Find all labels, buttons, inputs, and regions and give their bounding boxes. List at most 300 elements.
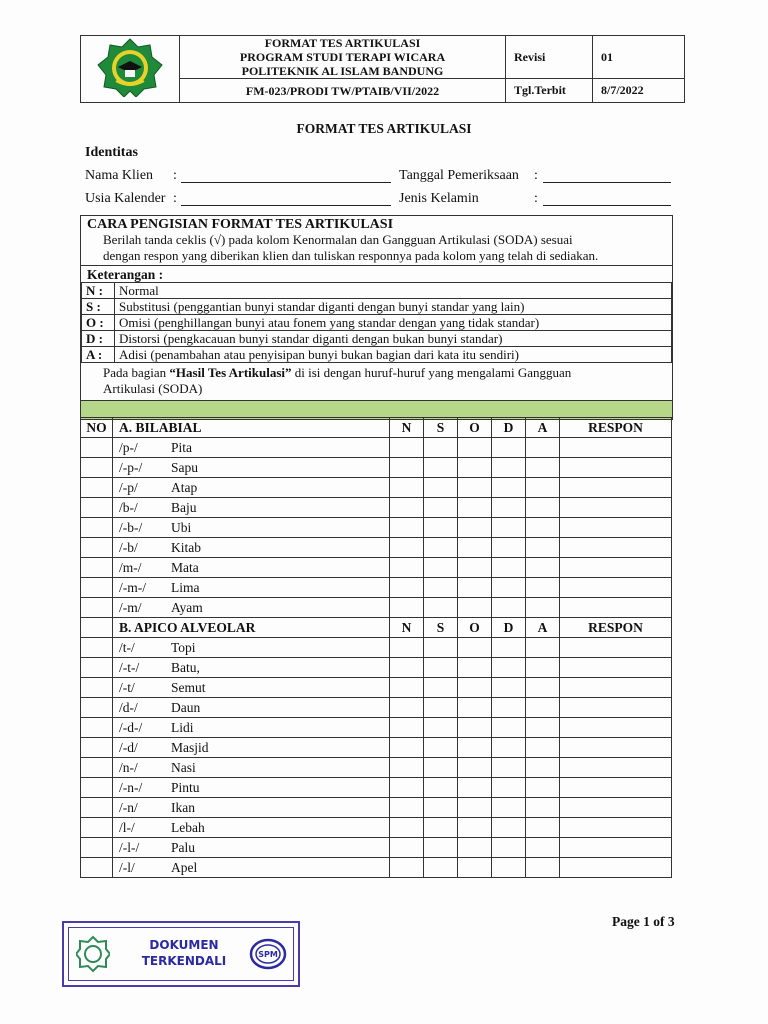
table-row <box>81 638 672 658</box>
respon-cell[interactable] <box>560 858 672 878</box>
row-number-cell <box>81 438 113 458</box>
check-cell-o[interactable] <box>458 638 492 658</box>
respon-cell[interactable] <box>560 518 672 538</box>
check-cell-o[interactable] <box>458 818 492 838</box>
phoneme: /-m/ <box>119 600 142 615</box>
phoneme-word-cell <box>113 798 390 818</box>
check-cell-o[interactable] <box>458 558 492 578</box>
respon-cell[interactable] <box>560 838 672 858</box>
section-title: A. BILABIAL <box>113 418 390 438</box>
check-cell-n[interactable] <box>390 818 424 838</box>
row-number-cell <box>81 578 113 598</box>
target-word: Ubi <box>171 520 192 535</box>
phoneme-word-cell <box>113 518 390 538</box>
target-word: Apel <box>171 860 198 875</box>
check-cell-n[interactable] <box>390 458 424 478</box>
table-row <box>81 798 672 818</box>
page-total: 3 <box>667 914 675 929</box>
target-word: Pintu <box>171 780 200 795</box>
table-row <box>81 518 672 538</box>
check-cell-o[interactable] <box>458 518 492 538</box>
check-cell-d[interactable] <box>492 538 526 558</box>
keterangan-row <box>82 331 672 347</box>
check-cell-d[interactable] <box>492 638 526 658</box>
spm-seal-icon <box>248 937 288 971</box>
phoneme: /-b/ <box>119 540 138 555</box>
phoneme: /-m-/ <box>119 580 146 595</box>
no-column-header-empty <box>81 618 113 638</box>
check-cell-s[interactable] <box>424 598 458 618</box>
respon-cell[interactable] <box>560 658 672 678</box>
check-cell-a[interactable] <box>526 778 560 798</box>
phoneme-word-cell <box>113 838 390 858</box>
keterangan-row <box>82 299 672 315</box>
check-cell-o[interactable] <box>458 678 492 698</box>
phoneme: /-l/ <box>119 860 135 875</box>
header-line-3: POLITEKNIK AL ISLAM BANDUNG <box>241 64 444 78</box>
revisi-label: Revisi <box>506 36 593 79</box>
table-row <box>81 438 672 458</box>
instructions-box <box>80 215 673 420</box>
target-word: Palu <box>171 840 196 855</box>
check-cell-n[interactable] <box>390 538 424 558</box>
table-row <box>81 598 672 618</box>
table-row <box>81 698 672 718</box>
phoneme-word-cell <box>113 438 390 458</box>
check-cell-a[interactable] <box>526 598 560 618</box>
target-word: Topi <box>171 640 196 655</box>
column-header-s: S <box>424 418 458 438</box>
nama-klien-field[interactable] <box>181 168 391 183</box>
page-pre: Page <box>612 914 644 929</box>
check-cell-a[interactable] <box>526 718 560 738</box>
check-cell-s[interactable] <box>424 678 458 698</box>
row-number-cell <box>81 718 113 738</box>
check-cell-n[interactable] <box>390 858 424 878</box>
check-cell-d[interactable] <box>492 578 526 598</box>
check-cell-n[interactable] <box>390 638 424 658</box>
document-code: FM-023/PRODI TW/PTAIB/VII/2022 <box>180 79 506 103</box>
table-row <box>81 718 672 738</box>
check-cell-d[interactable] <box>492 678 526 698</box>
usia-colon: : <box>173 191 177 206</box>
check-cell-n[interactable] <box>390 658 424 678</box>
check-cell-s[interactable] <box>424 818 458 838</box>
hasil-note-line-2: Artikulasi (SODA) <box>103 381 203 396</box>
column-header-n: N <box>390 418 424 438</box>
check-cell-n[interactable] <box>390 438 424 458</box>
respon-cell[interactable] <box>560 538 672 558</box>
check-cell-n[interactable] <box>390 718 424 738</box>
check-cell-a[interactable] <box>526 518 560 538</box>
instructions-line-1: Berilah tanda ceklis (√) pada kolom Kenormalan dan Gangguan Artikulasi (SODA) sesuai <box>103 232 573 247</box>
key-d-desc: Distorsi (pengkacauan bunyi standar diganti dengan bukan bunyi standar) <box>115 331 672 347</box>
seal-text: SPM <box>258 950 278 959</box>
check-cell-a[interactable] <box>526 498 560 518</box>
check-cell-s[interactable] <box>424 838 458 858</box>
check-cell-d[interactable] <box>492 778 526 798</box>
check-cell-n[interactable] <box>390 578 424 598</box>
phoneme: /-t-/ <box>119 660 140 675</box>
phoneme-word-cell <box>113 698 390 718</box>
target-word: Nasi <box>171 760 196 775</box>
usia-label: Usia Kalender <box>85 191 166 206</box>
column-header-a: A <box>526 618 560 638</box>
stamp-text <box>136 937 232 969</box>
check-cell-d[interactable] <box>492 478 526 498</box>
phoneme: /m-/ <box>119 560 142 575</box>
hasil-note <box>81 363 672 381</box>
respon-column-header: RESPON <box>560 618 672 638</box>
respon-cell[interactable] <box>560 438 672 458</box>
check-cell-o[interactable] <box>458 658 492 678</box>
check-cell-s[interactable] <box>424 458 458 478</box>
row-number-cell <box>81 698 113 718</box>
phoneme: /-l-/ <box>119 840 140 855</box>
keterangan-heading: Keterangan : <box>81 265 672 282</box>
check-cell-o[interactable] <box>458 758 492 778</box>
check-cell-a[interactable] <box>526 458 560 478</box>
check-cell-o[interactable] <box>458 798 492 818</box>
page-title: FORMAT TES ARTIKULASI <box>296 121 472 136</box>
jenis-kelamin-field[interactable] <box>543 191 671 206</box>
key-n: N : <box>82 283 115 299</box>
check-cell-s[interactable] <box>424 438 458 458</box>
check-cell-s[interactable] <box>424 498 458 518</box>
page-indicator <box>612 914 675 930</box>
check-cell-d[interactable] <box>492 758 526 778</box>
respon-cell[interactable] <box>560 738 672 758</box>
row-number-cell <box>81 658 113 678</box>
check-cell-s[interactable] <box>424 558 458 578</box>
table-row <box>81 478 672 498</box>
check-cell-o[interactable] <box>458 478 492 498</box>
phoneme: /-b-/ <box>119 520 143 535</box>
check-cell-s[interactable] <box>424 638 458 658</box>
page-mid: of <box>649 914 668 929</box>
check-cell-d[interactable] <box>492 498 526 518</box>
tanggal-label: Tanggal Pemeriksaan <box>399 168 519 183</box>
check-cell-n[interactable] <box>390 498 424 518</box>
check-cell-d[interactable] <box>492 658 526 678</box>
check-cell-a[interactable] <box>526 798 560 818</box>
table-row <box>81 778 672 798</box>
target-word: Atap <box>171 480 198 495</box>
phoneme: /-d-/ <box>119 720 143 735</box>
check-cell-n[interactable] <box>390 698 424 718</box>
check-cell-o[interactable] <box>458 598 492 618</box>
phoneme-word-cell <box>113 658 390 678</box>
check-cell-d[interactable] <box>492 598 526 618</box>
respon-cell[interactable] <box>560 458 672 478</box>
phoneme: /-n-/ <box>119 780 143 795</box>
row-number-cell <box>81 758 113 778</box>
check-cell-d[interactable] <box>492 858 526 878</box>
target-word: Daun <box>171 700 201 715</box>
phoneme: /n-/ <box>119 760 138 775</box>
phoneme-word-cell <box>113 478 390 498</box>
check-cell-s[interactable] <box>424 758 458 778</box>
row-number-cell <box>81 558 113 578</box>
stamp-line-2: TERKENDALI <box>141 954 227 968</box>
check-cell-a[interactable] <box>526 738 560 758</box>
row-number-cell <box>81 598 113 618</box>
header-title-cell <box>180 36 506 79</box>
check-cell-n[interactable] <box>390 598 424 618</box>
check-cell-s[interactable] <box>424 798 458 818</box>
phoneme: /-t/ <box>119 680 135 695</box>
check-cell-o[interactable] <box>458 778 492 798</box>
row-number-cell <box>81 678 113 698</box>
keterangan-row <box>82 315 672 331</box>
usia-field[interactable] <box>181 191 391 206</box>
check-cell-a[interactable] <box>526 858 560 878</box>
phoneme: /p-/ <box>119 440 138 455</box>
target-word: Ayam <box>171 600 203 615</box>
target-word: Sapu <box>171 460 198 475</box>
table-row <box>81 738 672 758</box>
header-line-2: PROGRAM STUDI TERAPI WICARA <box>239 50 446 64</box>
keterangan-row <box>82 283 672 299</box>
check-cell-a[interactable] <box>526 538 560 558</box>
phoneme: /-p-/ <box>119 460 143 475</box>
row-number-cell <box>81 478 113 498</box>
check-cell-n[interactable] <box>390 758 424 778</box>
key-d: D : <box>82 331 115 347</box>
check-cell-d[interactable] <box>492 718 526 738</box>
respon-cell[interactable] <box>560 798 672 818</box>
check-cell-a[interactable] <box>526 438 560 458</box>
check-cell-n[interactable] <box>390 518 424 538</box>
check-cell-d[interactable] <box>492 838 526 858</box>
dokumen-terkendali-stamp <box>62 921 300 987</box>
phoneme: /l-/ <box>119 820 135 835</box>
hasil-note-pre: Pada bagian <box>103 365 170 380</box>
respon-cell[interactable] <box>560 478 672 498</box>
phoneme-word-cell <box>113 818 390 838</box>
respon-cell[interactable] <box>560 718 672 738</box>
check-cell-d[interactable] <box>492 458 526 478</box>
check-cell-s[interactable] <box>424 578 458 598</box>
check-cell-o[interactable] <box>458 538 492 558</box>
phoneme-word-cell <box>113 738 390 758</box>
check-cell-s[interactable] <box>424 478 458 498</box>
check-cell-o[interactable] <box>458 698 492 718</box>
target-word: Mata <box>171 560 199 575</box>
check-cell-o[interactable] <box>458 858 492 878</box>
respon-cell[interactable] <box>560 678 672 698</box>
check-cell-d[interactable] <box>492 438 526 458</box>
check-cell-a[interactable] <box>526 758 560 778</box>
phoneme: /d-/ <box>119 700 138 715</box>
check-cell-a[interactable] <box>526 658 560 678</box>
check-cell-a[interactable] <box>526 818 560 838</box>
stamp-logo-icon <box>76 935 110 973</box>
row-number-cell <box>81 738 113 758</box>
table-row <box>81 678 672 698</box>
row-number-cell <box>81 458 113 478</box>
key-a: A : <box>82 347 115 363</box>
check-cell-o[interactable] <box>458 578 492 598</box>
row-number-cell <box>81 498 113 518</box>
target-word: Lidi <box>171 720 194 735</box>
row-number-cell <box>81 838 113 858</box>
respon-cell[interactable] <box>560 698 672 718</box>
phoneme-word-cell <box>113 778 390 798</box>
check-cell-n[interactable] <box>390 558 424 578</box>
table-row <box>81 838 672 858</box>
check-cell-o[interactable] <box>458 738 492 758</box>
check-cell-a[interactable] <box>526 638 560 658</box>
check-cell-a[interactable] <box>526 838 560 858</box>
respon-cell[interactable] <box>560 778 672 798</box>
check-cell-s[interactable] <box>424 738 458 758</box>
key-s-desc: Substitusi (penggantian bunyi standar diganti dengan bunyi standar yang lain) <box>115 299 672 315</box>
target-word: Batu, <box>171 660 200 675</box>
check-cell-o[interactable] <box>458 718 492 738</box>
target-word: Lebah <box>171 820 205 835</box>
phoneme-word-cell <box>113 538 390 558</box>
check-cell-n[interactable] <box>390 778 424 798</box>
check-cell-s[interactable] <box>424 658 458 678</box>
column-header-d: D <box>492 418 526 438</box>
target-word: Masjid <box>171 740 209 755</box>
table-row <box>81 538 672 558</box>
table-row <box>81 498 672 518</box>
respon-column-header: RESPON <box>560 418 672 438</box>
target-word: Ikan <box>171 800 195 815</box>
check-cell-a[interactable] <box>526 478 560 498</box>
terbit-label: Tgl.Terbit <box>506 79 593 103</box>
terbit-value: 8/7/2022 <box>593 79 685 103</box>
check-cell-o[interactable] <box>458 838 492 858</box>
articulation-table <box>80 417 672 878</box>
key-a-desc: Adisi (penambahan atau penyisipan bunyi bukan bagian dari kata itu sendiri) <box>115 347 672 363</box>
check-cell-n[interactable] <box>390 478 424 498</box>
page-number: 1 <box>643 914 650 929</box>
identitas-heading: Identitas <box>85 145 138 160</box>
section-header-row <box>81 618 672 638</box>
check-cell-s[interactable] <box>424 538 458 558</box>
check-cell-s[interactable] <box>424 698 458 718</box>
keterangan-row <box>82 347 672 363</box>
phoneme-word-cell <box>113 458 390 478</box>
check-cell-a[interactable] <box>526 678 560 698</box>
table-row <box>81 458 672 478</box>
phoneme: /-d/ <box>119 740 138 755</box>
column-header-o: O <box>458 618 492 638</box>
row-number-cell <box>81 858 113 878</box>
key-o: O : <box>82 315 115 331</box>
key-s: S : <box>82 299 115 315</box>
phoneme: /-p/ <box>119 480 138 495</box>
instructions-heading: CARA PENGISIAN FORMAT TES ARTIKULASI <box>87 217 394 232</box>
check-cell-a[interactable] <box>526 558 560 578</box>
check-cell-s[interactable] <box>424 518 458 538</box>
phoneme: /t-/ <box>119 640 135 655</box>
check-cell-n[interactable] <box>390 838 424 858</box>
check-cell-d[interactable] <box>492 698 526 718</box>
nama-colon: : <box>173 168 177 183</box>
check-cell-d[interactable] <box>492 518 526 538</box>
respon-cell[interactable] <box>560 758 672 778</box>
nama-klien-label: Nama Klien <box>85 168 154 183</box>
hasil-note-post: di isi dengan huruf-huruf yang mengalami Gangguan <box>291 365 572 380</box>
check-cell-s[interactable] <box>424 858 458 878</box>
row-number-cell <box>81 798 113 818</box>
header-line-1: FORMAT TES ARTIKULASI <box>264 36 421 50</box>
phoneme-word-cell <box>113 498 390 518</box>
target-word: Pita <box>171 440 193 455</box>
table-row <box>81 818 672 838</box>
section-title: B. APICO ALVEOLAR <box>113 618 390 638</box>
row-number-cell <box>81 518 113 538</box>
check-cell-o[interactable] <box>458 438 492 458</box>
respon-cell[interactable] <box>560 598 672 618</box>
check-cell-s[interactable] <box>424 718 458 738</box>
phoneme: /-n/ <box>119 800 138 815</box>
check-cell-s[interactable] <box>424 778 458 798</box>
institution-logo <box>96 37 164 97</box>
check-cell-a[interactable] <box>526 698 560 718</box>
keterangan-table <box>81 282 672 363</box>
check-cell-d[interactable] <box>492 818 526 838</box>
phoneme: /b-/ <box>119 500 138 515</box>
jenis-kelamin-label: Jenis Kelamin <box>399 191 479 206</box>
phoneme-word-cell <box>113 558 390 578</box>
respon-cell[interactable] <box>560 818 672 838</box>
check-cell-n[interactable] <box>390 798 424 818</box>
check-cell-o[interactable] <box>458 458 492 478</box>
column-header-d: D <box>492 618 526 638</box>
target-word: Semut <box>171 680 206 695</box>
revisi-value: 01 <box>593 36 685 79</box>
check-cell-n[interactable] <box>390 678 424 698</box>
target-word: Lima <box>171 580 200 595</box>
check-cell-a[interactable] <box>526 578 560 598</box>
check-cell-d[interactable] <box>492 738 526 758</box>
table-row <box>81 658 672 678</box>
phoneme-word-cell <box>113 858 390 878</box>
respon-cell[interactable] <box>560 558 672 578</box>
stamp-line-1: DOKUMEN <box>149 938 219 952</box>
check-cell-d[interactable] <box>492 798 526 818</box>
phoneme-word-cell <box>113 678 390 698</box>
check-cell-n[interactable] <box>390 738 424 758</box>
row-number-cell <box>81 538 113 558</box>
phoneme-word-cell <box>113 758 390 778</box>
check-cell-d[interactable] <box>492 558 526 578</box>
document-header <box>80 35 685 103</box>
check-cell-o[interactable] <box>458 498 492 518</box>
phoneme-word-cell <box>113 578 390 598</box>
key-n-desc: Normal <box>115 283 672 299</box>
jenis-colon: : <box>534 191 538 206</box>
target-word: Baju <box>171 500 197 515</box>
column-header-s: S <box>424 618 458 638</box>
tanggal-field[interactable] <box>543 168 671 183</box>
no-column-header: NO <box>81 418 113 438</box>
tanggal-colon: : <box>534 168 538 183</box>
respon-cell[interactable] <box>560 638 672 658</box>
institution-logo-cell <box>81 36 180 103</box>
instructions-line-2: dengan respon yang diberikan klien dan tuliskan responnya pada kolom yang telah di sediakan. <box>103 248 599 263</box>
respon-cell[interactable] <box>560 498 672 518</box>
row-number-cell <box>81 818 113 838</box>
respon-cell[interactable] <box>560 578 672 598</box>
target-word: Kitab <box>171 540 201 555</box>
table-row <box>81 858 672 878</box>
